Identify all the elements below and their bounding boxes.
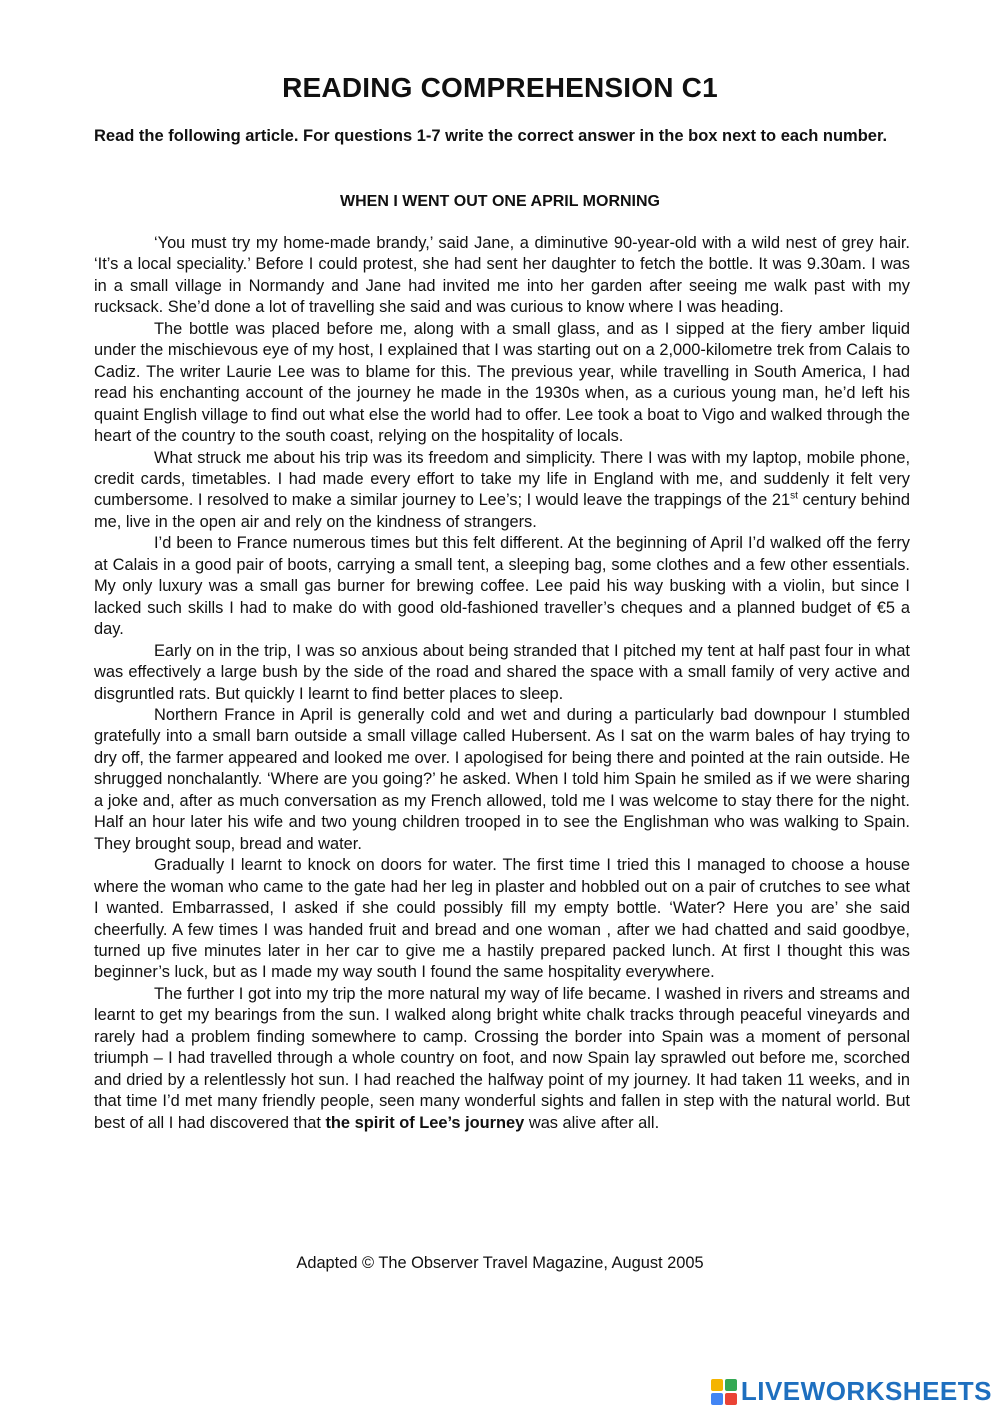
paragraph-6: Northern France in April is generally cold and wet and during a particularly bad downpour I stumbled gratefully into a small barn outside a small village called Hubersent. As I sat on the warm bales of hay trying to dry off, the farmer appeared and looked me over. I apologised for being there and pointed at the rain outside. He shrugged nonchalantly. ‘Where are you going?’ he asked. When I told him Spain he smiled as if we were sharing a joke and, after as much conversation as my French allowed, told me I was welcome to stay there for the night. Half an hour later his wife and two young children trooped in to see the Englishman who was walking to Spain. They brought soup, bread and water.	[94, 705, 910, 853]
highlighted-phrase: the spirit of Lee’s journey	[325, 1113, 525, 1132]
paragraph-3-text-a: What struck me about his trip was its freedom and simplicity. There I was with my laptop, mobile phone, credit cards, timetables. I had made every effort to take my life in England with me, and suddenly it felt very cumbersome. I resolved to make a similar journey to Lee’s; I would leave the trappings of the 21	[94, 448, 910, 510]
paragraph-4: I’d been to France numerous times but this felt different. At the beginning of April I’d walked off the ferry at Calais in a good pair of boots, carrying a small tent, a sleeping bag, some clothes and a few other essentials. My only luxury was a small gas burner for brewing coffee. Lee paid his way busking with a violin, but since I lacked such skills I had to make do with good old-fashioned traveller’s cheques and a planned budget of €5 a day.	[94, 534, 910, 639]
paragraph-7: Gradually I learnt to knock on doors for water. The first time I tried this I managed to choose a house where the woman who came to the gate had her leg in plaster and hobbled out on a pair of crutches to see what I wanted. Embarrassed, I asked if she could possibly fill my empty bottle. ‘Water? Here you are’ she said cheerfully. A few times I was handed fruit and bread and one woman , after we had chatted and said goodbye, turned up five minutes later in her car to give me a hastily prepared packed lunch. At first I thought this was beginner’s luck, but as I made my way south I found the same hospitality everywhere.	[94, 856, 910, 982]
paragraph-8-text-b: was alive after all.	[524, 1113, 660, 1132]
logo-square-green	[725, 1379, 737, 1391]
paragraph-1: ‘You must try my home-made brandy,’ said Jane, a diminutive 90-year-old with a wild nest of grey hair. ‘It’s a local speciality.’ Before I could protest, she had sent her daughter to fetch the bottle. It was 9.30am. I was in a small village in Normandy and Jane had invited me into her garden after seeing me walk past with my rucksack. She’d done a lot of travelling she said and was curious to know where I was heading.	[94, 234, 910, 317]
paragraph-3-text-b: century behind me, live in the open air and rely on the kindness of strangers.	[94, 491, 910, 531]
paragraph-3	[94, 448, 910, 534]
paragraph-8	[94, 984, 910, 1134]
liveworksheets-icon	[711, 1379, 737, 1405]
source-citation: Adapted © The Observer Travel Magazine, August 2005	[296, 1254, 704, 1272]
liveworksheets-logo[interactable]	[711, 1376, 992, 1407]
paragraph-2: The bottle was placed before me, along with a small glass, and as I sipped at the fiery amber liquid under the mischievous eye of my host, I explained that I was starting out on a 2,000-kilometre trek from Calais to Cadiz. The writer Laurie Lee was to blame for this. The previous year, while travelling in South America, I had read his enchanting account of the journey he made in the 1930s when, as a curious young man, he’d left his quaint English village to find out what else the world had to offer. Lee took a boat to Vigo and walked through the heart of the country to the south coast, relying on the hospitality of locals.	[94, 319, 910, 446]
logo-square-yellow	[711, 1379, 723, 1391]
paragraph-8-text-a: The further I got into my trip the more natural my way of life became. I washed in rivers and streams and learnt to get my bearings from the sun. I walked along bright white chalk tracks through peaceful vineyards and rarely had a problem finding somewhere to camp. Crossing the border into Spain was a moment of personal triumph – I had travelled through a whole country on foot, and now Spain lay sprawled out before me, scorched and dried by a relentlessly hot sun. I had reached the halfway point of my journey. It had taken 11 weeks, and in that time I’d met many friendly people, seen many wonderful sights and fallen in step with the natural world. But best of all I had discovered that	[94, 984, 910, 1132]
instructions: Read the following article. For questions 1-7 write the correct answer in the box next to each number.	[94, 127, 888, 145]
article-title: WHEN I WENT OUT ONE APRIL MORNING	[340, 193, 660, 210]
page-title: READING COMPREHENSION C1	[282, 72, 718, 103]
logo-square-blue	[711, 1393, 723, 1405]
logo-square-red	[725, 1393, 737, 1405]
article-body	[94, 233, 910, 1134]
superscript-st: st	[790, 490, 798, 502]
brand-name: LIVEWORKSHEETS	[740, 1376, 992, 1406]
paragraph-5: Early on in the trip, I was so anxious about being stranded that I pitched my tent at half past four in what was effectively a large bush by the side of the road and shared the space with a small family of very active and disgruntled rats. But quickly I learnt to find better places to sleep.	[94, 641, 910, 703]
